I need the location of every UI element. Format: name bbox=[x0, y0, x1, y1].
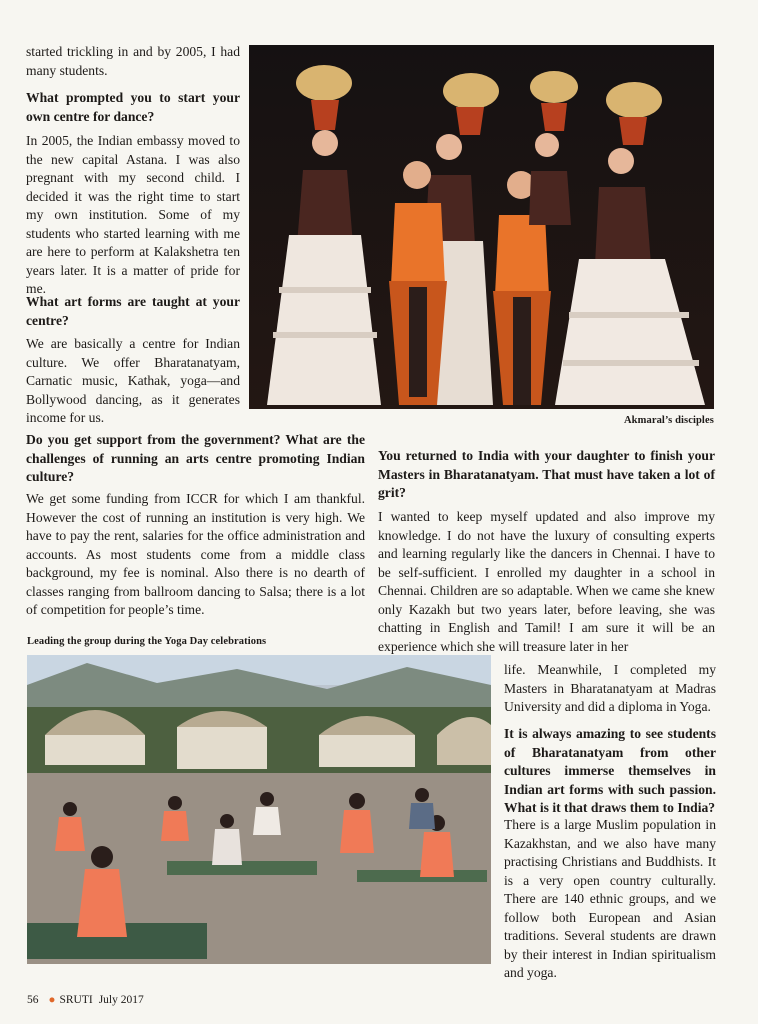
question-masters: You returned to India with your daughter to finish your Masters in Bharatanatyam. That must have taken a lot of grit? bbox=[378, 448, 715, 500]
paragraph-art-forms: We are basically a centre for Indian culture. We offer Bharatanatyam, Carnatic music, Kathak, yoga—and Bollywood dancing, as it generates income for us. bbox=[26, 336, 240, 425]
dancers-illustration bbox=[249, 45, 714, 409]
yoga-illustration bbox=[27, 655, 491, 964]
dancers-caption: Akmaral’s disciples bbox=[624, 415, 714, 426]
question-draws-to-india: It is always amazing to see students of Bharatanatyam from other cultures immerse themselves in Indian art forms with such passion. What is it that draws them to India? bbox=[504, 726, 716, 815]
paragraph-masters: I wanted to keep myself updated and also improve my knowledge. I do not have the luxury of consulting experts and learning regularly like the dancers in Chennai. I have to be self-sufficient. I enrolled my daughter in a school in Chennai. Children are so adaptable. When we came she knew only Kazakh but two years later, before leaving, she was chatting in English and Tamil! I am sure it will be an experience which she will treasure later in her bbox=[378, 509, 715, 654]
paragraph-kazakhstan: There is a large Muslim population in Kazakhstan, and we also have many practising Christians and Buddhists. It is a very open country culturally. There are 140 ethnic groups, and we follow both European and Asian traditions. Several students are drawn by their interest in Indian spiritualism and yoga. bbox=[504, 817, 716, 980]
footer-bullet-icon: ● bbox=[48, 994, 56, 1006]
question-government-support: Do you get support from the government? What are the challenges of running an arts centre promoting Indian culture? bbox=[26, 432, 365, 484]
dancers-photo bbox=[249, 45, 714, 409]
paragraph-masters-cont: life. Meanwhile, I completed my Masters in Bharatanatyam at Madras University and did a diploma in Yoga. bbox=[504, 662, 716, 714]
yoga-photo bbox=[27, 655, 491, 964]
paragraph-funding: We get some funding from ICCR for which I am thankful. However the cost of running an institution is very high. We have to pay the rent, salaries for the office administration and accounts. As most students come from a middle class background, my fee is nominal. Also there is no dearth of classes ranging from ballroom dancing to Salsa; there is a lot of competition for people’s time. bbox=[26, 491, 365, 617]
page-footer bbox=[27, 994, 150, 1006]
paragraph-intro: started trickling in and by 2005, I had many students. bbox=[26, 44, 240, 78]
yoga-caption: Leading the group during the Yoga Day celebrations bbox=[27, 636, 267, 647]
page-number: 56 bbox=[27, 994, 39, 1006]
issue-date: July 2017 bbox=[98, 994, 144, 1006]
magazine-name: SRUTI bbox=[59, 994, 93, 1006]
question-art-forms: What art forms are taught at your centre? bbox=[26, 294, 240, 328]
question-start-centre: What prompted you to start your own centre for dance? bbox=[26, 90, 240, 124]
paragraph-astana: In 2005, the Indian embassy moved to the new capital Astana. I was also pregnant with my second child. I decided it was the right time to start my own institution. Some of my students who started learning with me are here to perform at Kalakshetra ten years later. It is a matter of pride for me. bbox=[26, 133, 240, 296]
